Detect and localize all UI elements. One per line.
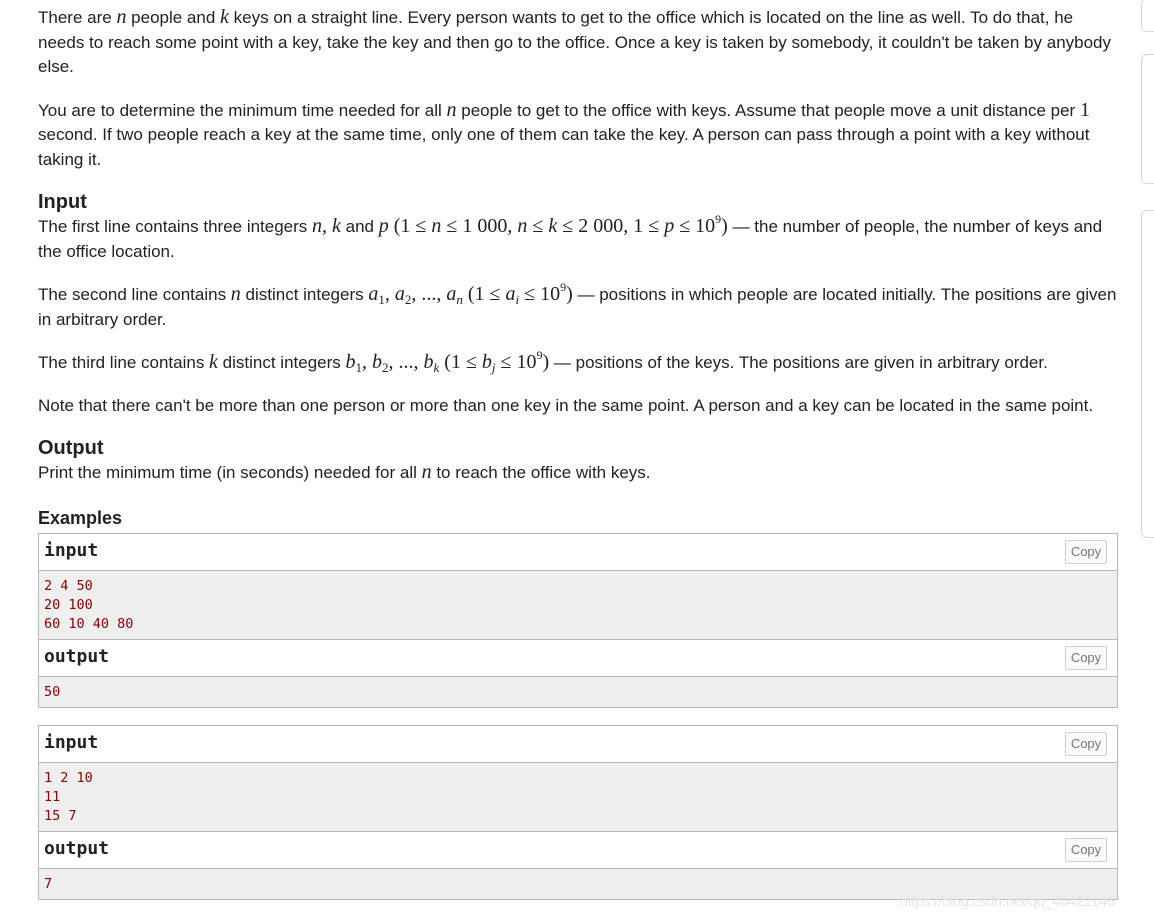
- copy-button[interactable]: Copy: [1065, 646, 1107, 670]
- legend-paragraph-1: There are n people and k keys on a straight line. Every person wants to get to the office which is located on the line as well. To do that, he needs to reach some point with a key, take the key and then go to the office. Once a key is taken by somebody, it couldn't be taken by anybody else.: [38, 6, 1112, 76]
- copy-button[interactable]: Copy: [1065, 838, 1107, 862]
- example-1-output-data: 50: [39, 677, 1117, 707]
- example-1-output-header: [39, 640, 1117, 677]
- example-1-input-block: [38, 533, 1118, 640]
- example-1-input-header: [39, 534, 1117, 571]
- example-2-output-header: [39, 832, 1117, 869]
- input-line-3: The third line contains k distinct integers $b_1$, $b_2$, ..., $b_k$ $(1 \le b_j \le 10^9)$ — positions of the keys. The positions are given in arbitrary order.: [38, 348, 1048, 375]
- output-label: output: [44, 645, 110, 667]
- example-2-input-header: [39, 726, 1117, 763]
- example-1-output-block: [38, 640, 1118, 708]
- watermark: https://blog.csdn.net/qq_40422146: [900, 893, 1115, 909]
- input-label: input: [44, 731, 99, 753]
- output-text: Print the minimum time (in seconds) needed for all n to reach the office with keys.: [38, 461, 651, 483]
- input-note: Note that there can't be more than one person or more than one key in the same point. A person and a key can be located in the same point.: [38, 395, 1094, 415]
- input-label: input: [44, 539, 99, 561]
- input-line-2: The second line contains n distinct integers $a_1$, $a_2$, ..., $a_n$ $(1 \le a_i \le 10^9)$ — positions in which people are located initially. The positions are given in arbitrary order.: [38, 280, 1117, 329]
- examples-title: Examples: [38, 507, 123, 528]
- side-rail-top: [1141, 0, 1154, 32]
- copy-button[interactable]: Copy: [1065, 732, 1107, 756]
- example-2-output-data: 7: [39, 869, 1117, 899]
- copy-button[interactable]: Copy: [1065, 540, 1107, 564]
- output-heading: Output: [38, 437, 104, 459]
- side-rail-middle: [1141, 54, 1154, 184]
- example-2-input-data: 1 2 10 11 15 7: [39, 763, 1117, 831]
- input-heading: Input: [38, 191, 87, 213]
- problem-statement: [38, 5, 1118, 900]
- input-line-1: The first line contains three integers n, k and p (1 ≤ n ≤ 1 000, n ≤ k ≤ 2 000, $1 \le p \le 10^9$) — the number of people, the number of keys and the office location.: [38, 212, 1103, 261]
- example-2-input-block: [38, 725, 1118, 832]
- legend-paragraph-2: You are to determine the minimum time needed for all n people to get to the office with keys. Assume that people move a unit distance per 1 second. If two people reach a key at the same time, only one of them can take the key. A person can pass through a point with a key without taking it.: [38, 98, 1090, 169]
- output-label: output: [44, 837, 110, 859]
- side-rail-bottom: [1141, 210, 1154, 538]
- example-1-input-data: 2 4 50 20 100 60 10 40 80: [39, 571, 1117, 639]
- example-2-output-block: [38, 832, 1118, 900]
